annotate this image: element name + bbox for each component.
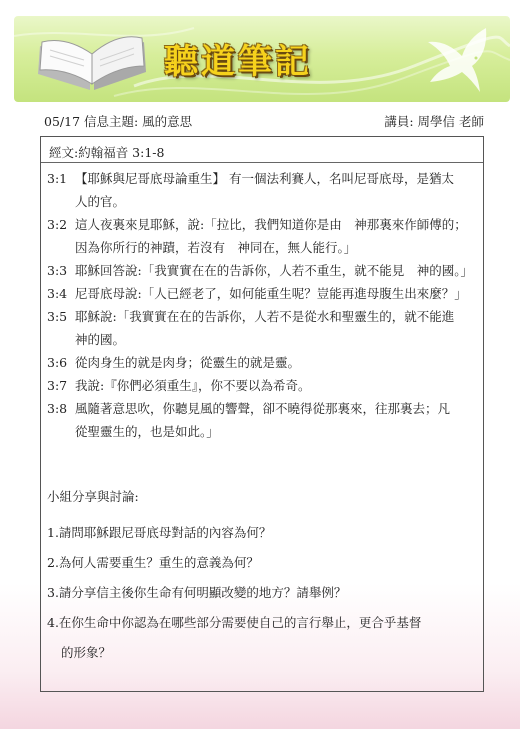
verse-text: 尼哥底母說:「人已經老了，如何能重生呢？豈能再進母腹生出來麼？」 xyxy=(75,286,467,301)
verse-text: 從肉身生的就是肉身；從靈生的就是靈。 xyxy=(75,355,301,370)
sermon-topic: 05/17 信息主題: 風的意思 xyxy=(44,114,193,129)
verse-text: 神的國。 xyxy=(75,332,126,347)
question-text: 的形象？ xyxy=(61,645,112,660)
verse-number: 3:3 xyxy=(47,263,68,278)
verse-number: 3:8 xyxy=(47,401,68,416)
header-banner xyxy=(14,16,510,102)
verse-item xyxy=(47,374,477,397)
verse-text: 風隨著意思吹，你聽見風的響聲，卻不曉得從那裏來，往那裏去；凡 xyxy=(75,401,451,416)
open-bible-icon xyxy=(32,24,152,94)
reference-divider xyxy=(41,162,483,163)
verse-number: 3:5 xyxy=(47,309,68,324)
verse-item xyxy=(47,351,477,374)
question-list xyxy=(47,518,477,668)
question-text: 4.在你生命中你認為在哪些部分需要使自己的言行舉止，更合乎基督 xyxy=(47,615,422,630)
verse-item xyxy=(47,213,477,259)
speaker-name: 講員: 周學信 老師 xyxy=(384,114,484,129)
verse-list xyxy=(47,167,477,443)
question-text: 3.請分享信主後你生命有何明顯改變的地方？請舉例？ xyxy=(47,585,347,600)
verse-item xyxy=(47,282,477,305)
verse-text: 人的官。 xyxy=(75,194,126,209)
verse-item xyxy=(47,305,477,351)
discussion-question xyxy=(47,548,477,578)
verse-number: 3:6 xyxy=(47,355,68,370)
verse-item xyxy=(47,397,477,443)
discussion-question xyxy=(47,578,477,608)
scripture-reference: 經文:約翰福音 3:1-8 xyxy=(49,145,165,160)
discussion-question xyxy=(47,518,477,548)
verse-number: 3:4 xyxy=(47,286,68,301)
discussion-question xyxy=(47,608,477,668)
sermon-info-line xyxy=(44,112,484,132)
verse-text: 我說:『你們必須重生』，你不要以為希奇。 xyxy=(75,378,311,393)
verse-text: 從聖靈生的，也是如此。」 xyxy=(75,424,219,439)
notes-content-box xyxy=(40,136,484,692)
question-text: 2.為何人需要重生？重生的意義為何？ xyxy=(47,555,259,570)
discussion-title: 小組分享與討論: xyxy=(47,489,139,504)
verse-number: 3:7 xyxy=(47,378,68,393)
verse-item xyxy=(47,167,477,213)
verse-text: 耶穌回答說:「我實實在在的告訴你，人若不重生，就不能見 神的國。」 xyxy=(75,263,473,278)
verse-text: 耶穌說:「我實實在在的告訴你，人若不是從水和聖靈生的，就不能進 xyxy=(75,309,455,324)
verse-number: 3:2 xyxy=(47,217,68,232)
verse-text: 因為你所行的神蹟，若沒有 神同在，無人能行。」 xyxy=(75,240,357,255)
verse-number: 3:1 xyxy=(47,171,68,186)
question-text: 1.請問耶穌跟尼哥底母對話的內容為何？ xyxy=(47,525,272,540)
dove-icon xyxy=(416,20,500,96)
verse-text: 這人夜裏來見耶穌，說:「拉比，我們知道你是由 神那裏來作師傅的； xyxy=(75,217,467,232)
discussion-section xyxy=(47,487,477,668)
verse-item xyxy=(47,259,477,282)
verse-text: 【耶穌與尼哥底母論重生】 有一個法利賽人，名叫尼哥底母，是猶太 xyxy=(75,171,454,186)
banner-title: 聽道筆記 xyxy=(164,42,312,82)
